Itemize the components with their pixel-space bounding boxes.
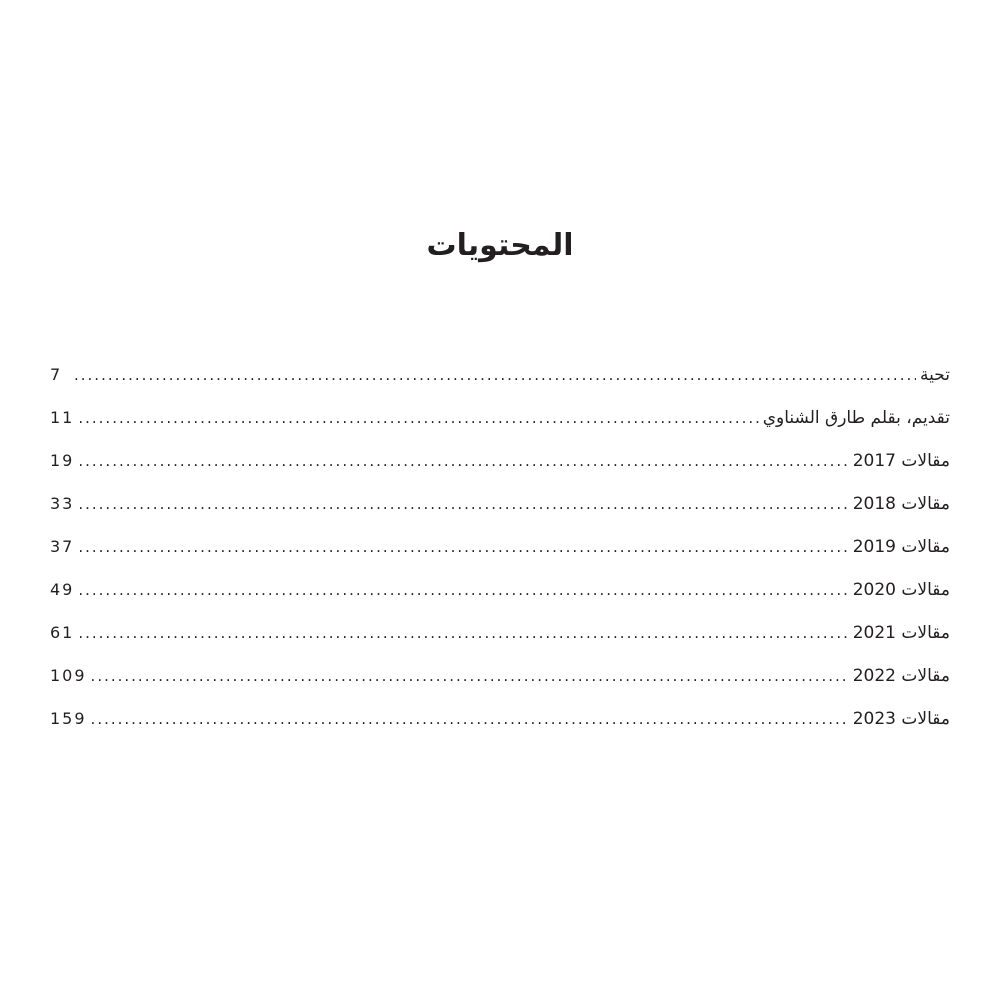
toc-entry bbox=[50, 577, 950, 620]
toc-entry-page: 33 bbox=[50, 494, 75, 513]
toc-entry-page: 19 bbox=[50, 451, 75, 470]
dot-leader bbox=[78, 620, 848, 646]
toc-entry-page: 49 bbox=[50, 580, 75, 599]
toc-entry-page: 7 bbox=[50, 365, 63, 384]
toc-entry-page: 159 bbox=[50, 709, 87, 728]
dot-leader bbox=[78, 448, 848, 474]
toc-entry-label: مقالات 2017 bbox=[852, 451, 950, 471]
toc-entry-label: مقالات 2019 bbox=[852, 537, 950, 557]
toc-entry-page: 109 bbox=[50, 666, 87, 685]
toc-entry-label: مقالات 2021 bbox=[852, 623, 950, 643]
toc-entry bbox=[50, 663, 950, 706]
toc-entry bbox=[50, 405, 950, 448]
toc-entry bbox=[50, 448, 950, 491]
toc-entry-label: مقالات 2023 bbox=[852, 709, 950, 729]
toc-entry-page: 61 bbox=[50, 623, 75, 642]
toc-entry-page: 37 bbox=[50, 537, 75, 556]
table-of-contents bbox=[50, 362, 950, 749]
toc-entry bbox=[50, 706, 950, 749]
toc-entry bbox=[50, 534, 950, 577]
page-title: المحتويات bbox=[426, 228, 574, 263]
toc-entry-label: مقالات 2018 bbox=[852, 494, 950, 514]
toc-entry-label: تقديم، بقلم طارق الشناوي bbox=[762, 408, 950, 428]
toc-entry bbox=[50, 491, 950, 534]
toc-entry-page: 11 bbox=[50, 408, 75, 427]
dot-leader bbox=[78, 577, 848, 603]
dot-leader bbox=[91, 663, 849, 689]
toc-entry bbox=[50, 620, 950, 663]
toc-entry bbox=[50, 362, 950, 405]
dot-leader bbox=[91, 706, 849, 732]
toc-entry-label: مقالات 2022 bbox=[852, 666, 950, 686]
dot-leader bbox=[78, 534, 848, 560]
dot-leader bbox=[78, 405, 758, 431]
dot-leader bbox=[74, 362, 916, 388]
dot-leader bbox=[78, 491, 848, 517]
toc-entry-label: مقالات 2020 bbox=[852, 580, 950, 600]
toc-entry-label: تحية bbox=[920, 365, 950, 385]
